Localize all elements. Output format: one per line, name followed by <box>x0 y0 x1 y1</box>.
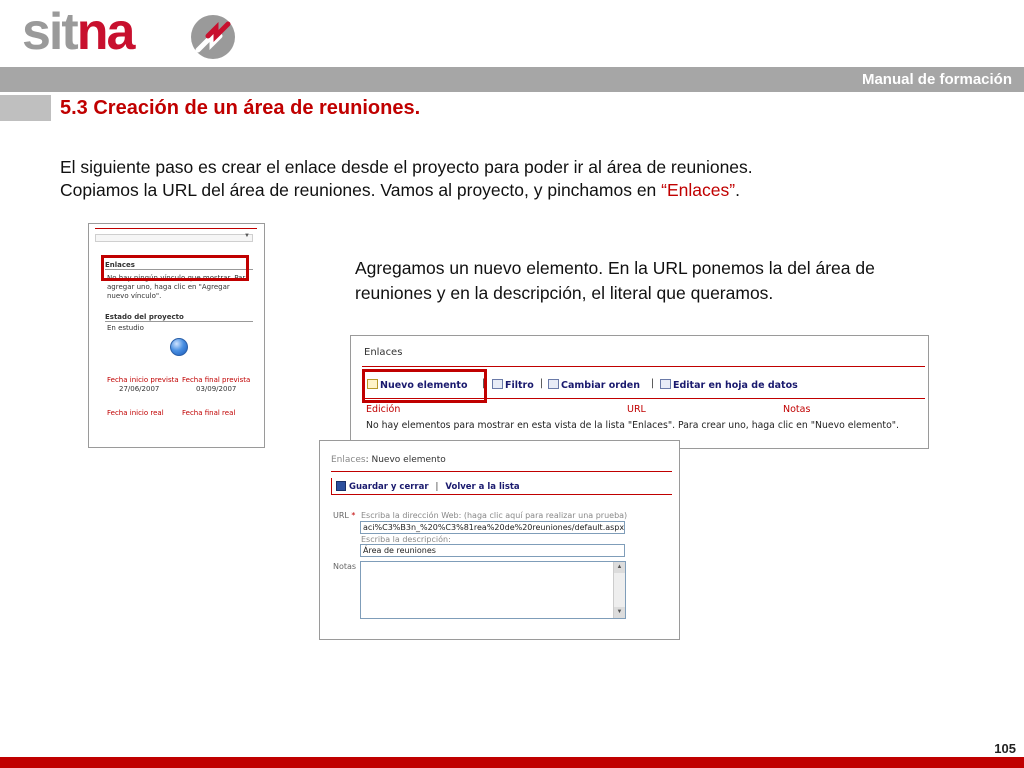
instruction-paragraph: Agregamos un nuevo elemento. En la URL ponemos la del área de reuniones y en la descripción, el literal que queramos. <box>355 258 875 303</box>
form-title-page: Nuevo elemento <box>371 455 446 465</box>
guardar-cerrar-button[interactable] <box>336 482 429 492</box>
url-input[interactable]: aci%C3%B3n_%20%C3%81rea%20de%20reuniones/default.aspx <box>360 521 625 534</box>
form-title-separator: : <box>365 455 372 465</box>
fecha-inicio-prevista-value: 27/06/2007 <box>119 385 160 393</box>
fecha-final-prevista-label: Fecha final prevista <box>182 376 251 384</box>
title-accent-block <box>0 95 51 121</box>
enlaces-empty-line-2: agregar uno, haga clic en "Agregar <box>107 283 230 291</box>
filtro-label: Filtro <box>505 380 534 391</box>
save-icon <box>336 481 346 491</box>
editar-hoja-datos-button[interactable] <box>660 379 798 391</box>
blue-circle-icon <box>170 338 188 356</box>
page-number: 105 <box>994 741 1016 756</box>
chevron-down-icon: ▼ <box>244 233 250 239</box>
guardar-cerrar-label: Guardar y cerrar <box>349 482 429 492</box>
intro-paragraph <box>60 156 960 202</box>
nuevo-elemento-form-screenshot <box>319 440 680 640</box>
cambiar-orden-button[interactable] <box>548 379 640 391</box>
empty-list-message: No hay elementos para mostrar en esta vista de la lista "Enlaces". Para crear uno, haga clic en "Nuevo elemento". <box>366 420 899 431</box>
fecha-final-prevista-value: 03/09/2007 <box>196 385 237 393</box>
enlaces-list-screenshot <box>350 335 929 449</box>
project-sidebar-screenshot <box>88 223 265 448</box>
fecha-inicio-real-label: Fecha inicio real <box>107 409 164 417</box>
scroll-up-icon[interactable]: ▲ <box>614 562 625 573</box>
intro-line-1: El siguiente paso es crear el enlace desde el proyecto para poder ir al área de reuniones. <box>60 157 753 177</box>
url-hint[interactable]: Escriba la dirección Web: (haga clic aquí para realizar una prueba) <box>361 511 628 520</box>
logo-text-na: na <box>76 3 134 61</box>
manual-label: Manual de formación <box>861 71 1012 88</box>
enlaces-list-title: Enlaces <box>364 347 403 358</box>
volver-lista-button[interactable]: Volver a la lista <box>445 482 520 492</box>
nuevo-elemento-highlight-box <box>362 369 487 403</box>
estado-proyecto-header: Estado del proyecto <box>105 313 253 322</box>
estado-proyecto-value: En estudio <box>107 324 144 332</box>
form-title <box>331 455 446 465</box>
enlaces-web-part-header[interactable]: Enlaces <box>105 261 253 270</box>
fecha-inicio-prevista-label: Fecha inicio prevista <box>107 376 179 384</box>
toolbar-separator: | <box>651 378 655 389</box>
header-bar <box>0 67 1024 92</box>
form-toolbar-bottom-rule <box>331 494 672 495</box>
toolbar-separator: | <box>540 378 544 389</box>
url-label-text: URL <box>333 511 349 520</box>
reorder-icon <box>548 379 559 389</box>
description-input[interactable]: Área de reuniones <box>360 544 625 557</box>
intro-line-2-end: . <box>735 180 740 200</box>
notas-textarea[interactable] <box>360 561 626 619</box>
url-label <box>333 511 355 520</box>
intro-line-2-text: Copiamos la URL del área de reuniones. Vamos al proyecto, y pinchamos en <box>60 180 662 200</box>
intro-line-2 <box>60 179 960 202</box>
form-toolbar <box>336 481 520 492</box>
filtro-button[interactable] <box>492 379 534 391</box>
scroll-down-icon[interactable]: ▼ <box>614 607 625 618</box>
toolbar-separator: | <box>482 378 486 389</box>
footer-bar <box>0 757 1024 768</box>
enlaces-empty-line-1: No hay ningún vínculo que mostrar. Para <box>107 274 250 282</box>
enlaces-empty-line-3: nuevo vínculo". <box>107 292 162 300</box>
sitna-logo <box>22 3 242 61</box>
logo-arrows-icon <box>190 14 236 60</box>
editar-hoja-datos-label: Editar en hoja de datos <box>673 380 798 391</box>
enlaces-highlight-box <box>101 255 249 281</box>
column-header-notas[interactable]: Notas <box>783 404 811 415</box>
form-title-rule <box>331 471 672 472</box>
fecha-final-real-label: Fecha final real <box>182 409 236 417</box>
form-toolbar-separator: | <box>435 482 439 492</box>
column-header-url[interactable]: URL <box>627 404 646 415</box>
enlaces-highlight-text: “Enlaces” <box>661 180 736 200</box>
datasheet-icon <box>660 379 671 389</box>
form-title-list[interactable]: Enlaces <box>331 455 366 465</box>
description-hint: Escriba la descripción: <box>361 535 451 544</box>
required-mark: * <box>351 511 356 520</box>
sidebar-dropdown-1[interactable] <box>95 234 253 242</box>
sidebar-top-rule <box>95 228 257 229</box>
form-toolbar-left-rule <box>331 478 332 494</box>
cambiar-orden-label: Cambiar orden <box>561 380 640 391</box>
notas-scrollbar[interactable] <box>613 562 625 618</box>
nuevo-elemento-label: Nuevo elemento <box>380 380 468 391</box>
notas-label: Notas <box>333 562 357 571</box>
logo-text <box>22 2 133 62</box>
slide-title: 5.3 Creación de un área de reuniones. <box>60 97 421 119</box>
list-title-rule <box>362 366 925 367</box>
column-header-edicion[interactable]: Edición <box>366 404 401 415</box>
filter-icon <box>492 379 503 389</box>
logo-text-sit: sit <box>22 3 77 61</box>
